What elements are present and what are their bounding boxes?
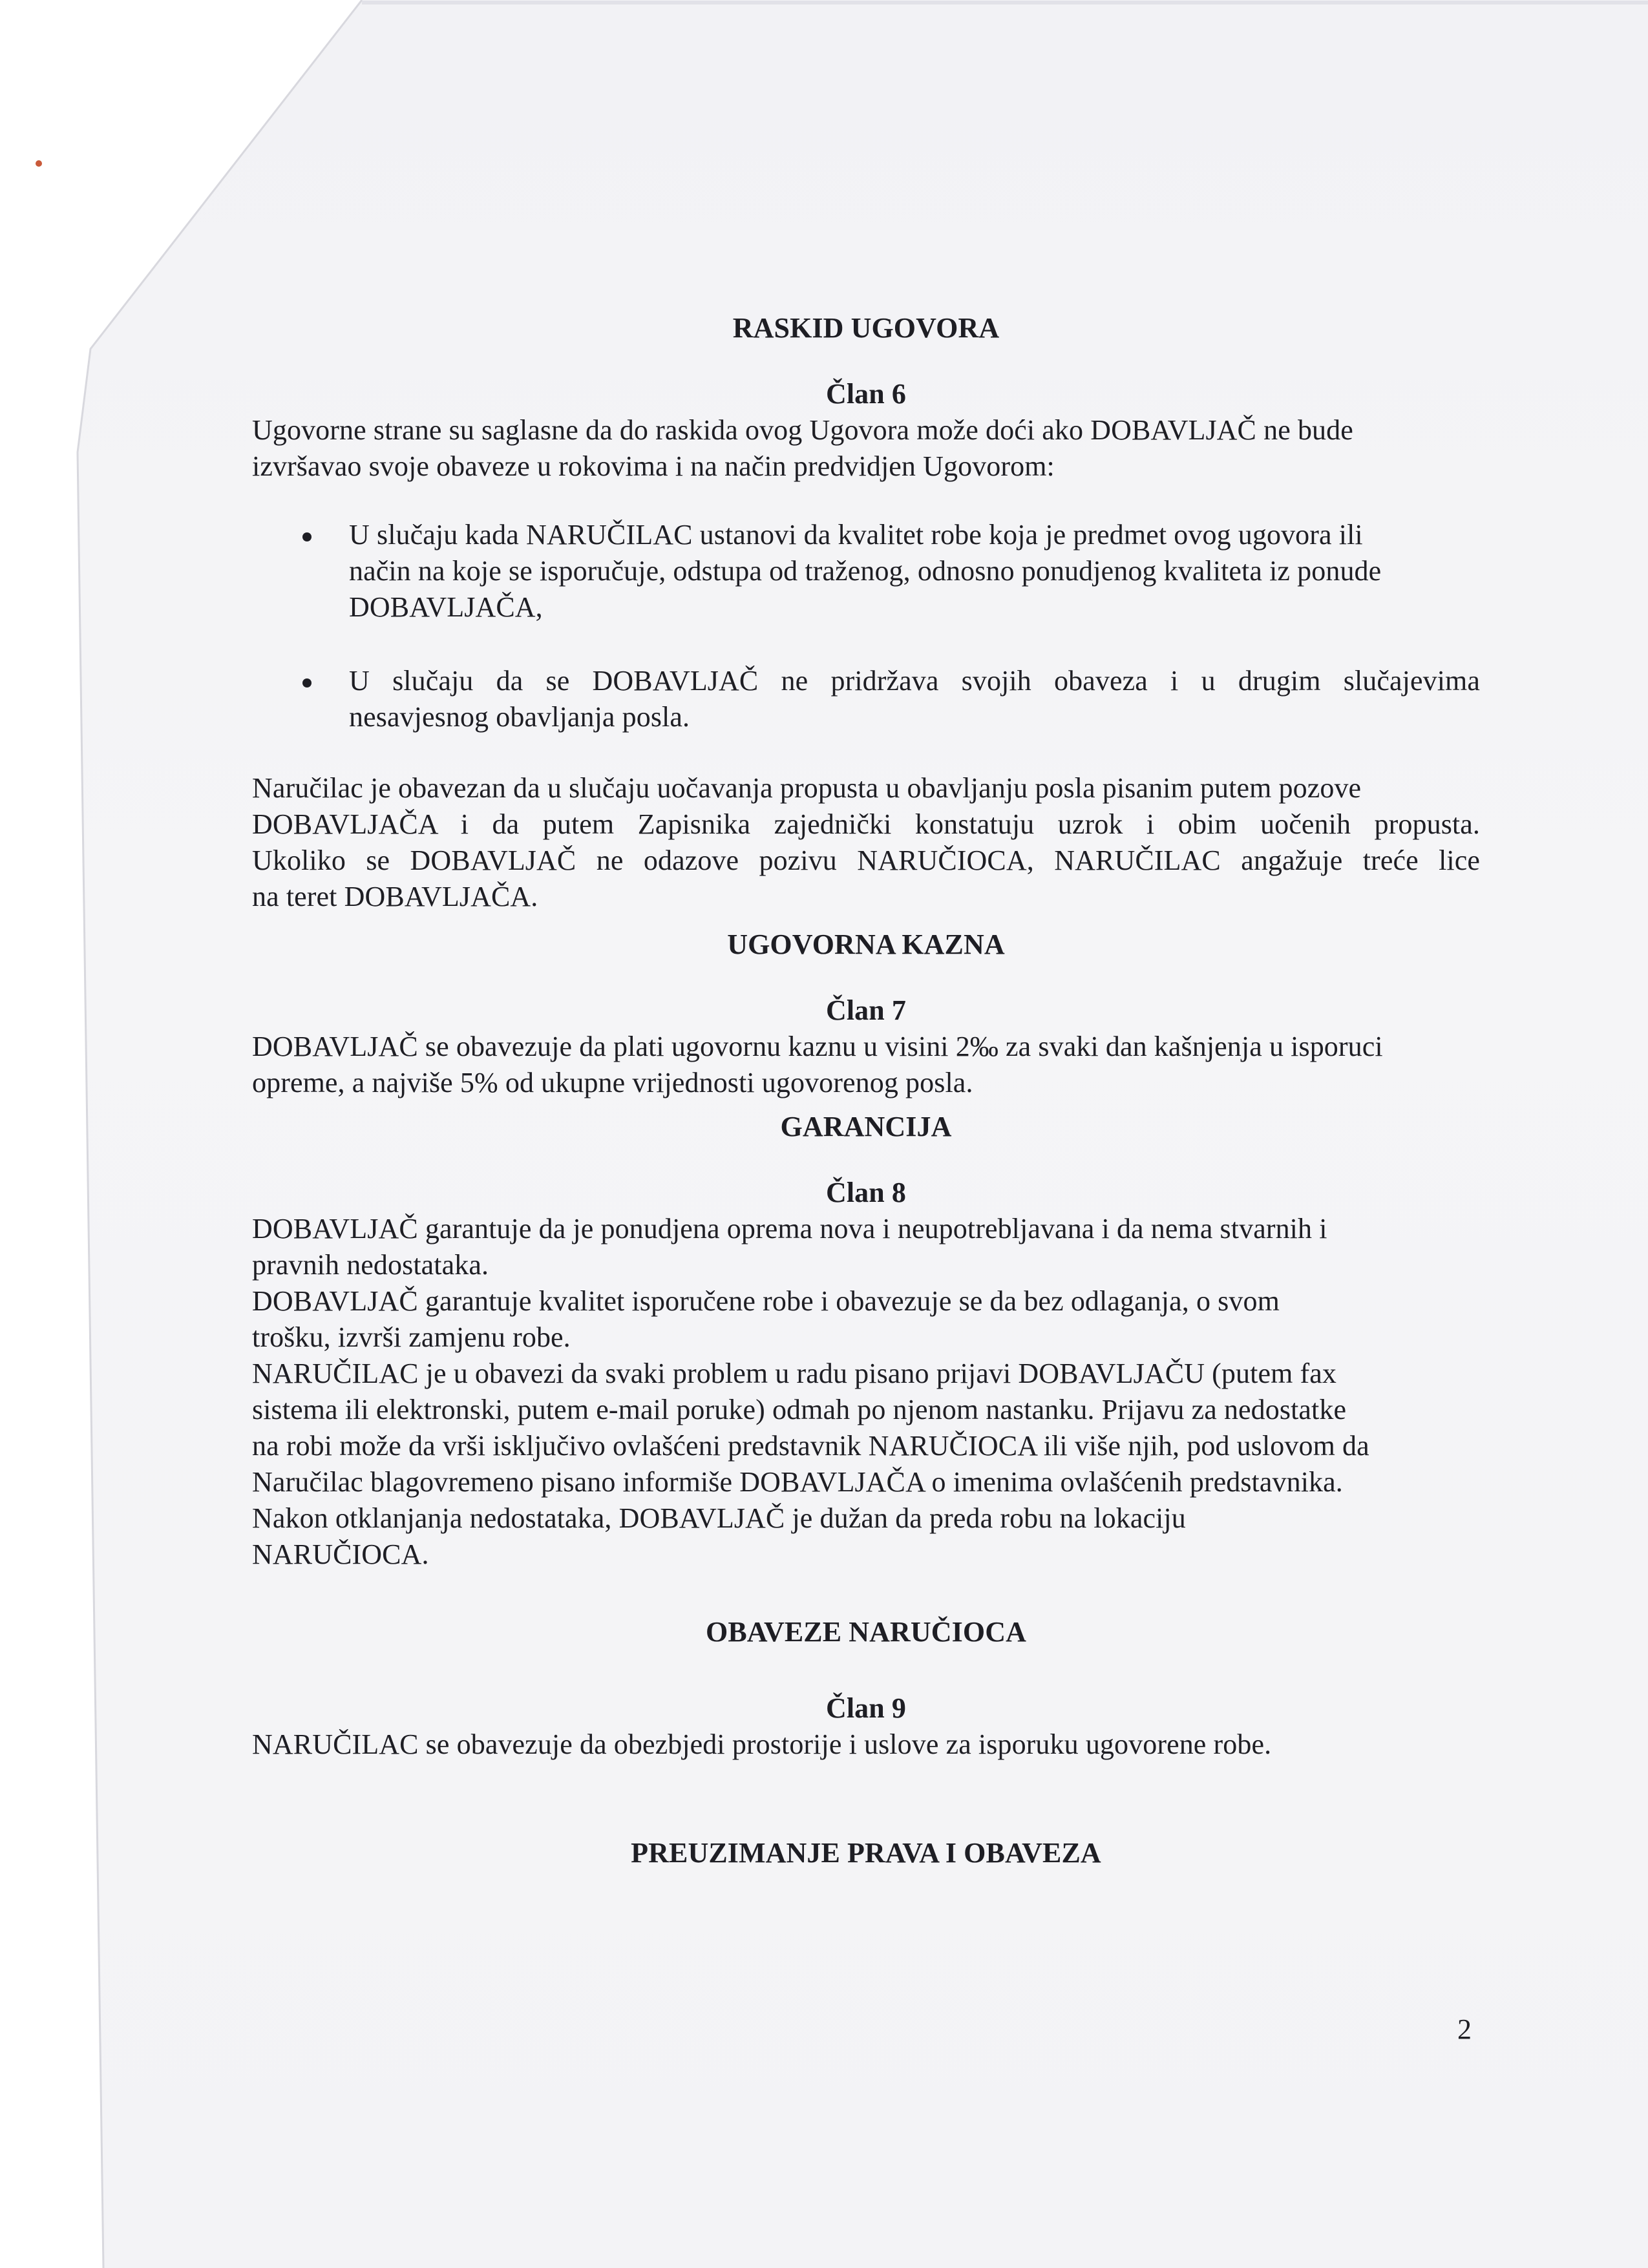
article-8-text (252, 1211, 1480, 1573)
bullet-icon (302, 678, 312, 688)
article-9-text (252, 1727, 1480, 1763)
article-8-title: Član 8 (825, 1177, 907, 1208)
text-line: U slučaju da se DOBAVLJAČ ne pridržava svojih obaveza i u drugim slučajevima (349, 665, 1480, 697)
bullet-icon (302, 532, 312, 541)
text-line: nesavjesnog obavljanja posla. (349, 701, 690, 733)
text-line: način na koje se isporučuje, odstupa od traženog, odnosno ponudjenog kvaliteta iz ponude (349, 555, 1382, 587)
text-line: DOBAVLJAČ garantuje da je ponudjena oprema nova i neupotrebljavana i da nema stvarnih i (252, 1213, 1327, 1244)
section-heading-garancija: GARANCIJA (780, 1111, 952, 1142)
article-6-closing (252, 770, 1480, 915)
article-7-title: Član 7 (825, 994, 907, 1026)
text-line: opreme, a najviše 5% od ukupne vrijednosti ugovorenog posla. (252, 1067, 973, 1098)
text-line: Ugovorne strane su saglasne da do raskida ovog Ugovora može doći ako DOBAVLJAČ ne bude (252, 414, 1353, 446)
list-item (252, 517, 1480, 625)
section-heading-obaveze: OBAVEZE NARUČIOCA (706, 1616, 1026, 1648)
text-line: DOBAVLJAČ se obavezuje da plati ugovornu kaznu u visini 2‰ za svaki dan kašnjenja u isporuci (252, 1031, 1383, 1062)
text-line: NARUČIOCA. (252, 1538, 429, 1570)
text-line: pravnih nedostataka. (252, 1249, 489, 1281)
section-heading-preuzimanje: PREUZIMANJE PRAVA I OBAVEZA (631, 1837, 1101, 1869)
text-line: na teret DOBAVLJAČA. (252, 881, 538, 912)
article-7-text (252, 1029, 1480, 1101)
text-line: izvršavao svoje obaveze u rokovima i na način predvidjen Ugovorom: (252, 450, 1055, 482)
contract-page-content (252, 310, 1480, 1871)
article-6-intro (252, 412, 1480, 485)
text-line: NARUČILAC je u obavezi da svaki problem u radu pisano prijavi DOBAVLJAČU (putem fax (252, 1358, 1336, 1389)
text-line: U slučaju kada NARUČILAC ustanovi da kvalitet robe koja je predmet ovog ugovora ili (349, 519, 1363, 551)
section-heading-raskid: RASKID UGOVORA (732, 312, 1000, 344)
text-line: Nakon otklanjanja nedostataka, DOBAVLJAČ je dužan da preda robu na lokaciju (252, 1502, 1186, 1534)
termination-conditions-list (252, 517, 1480, 735)
text-line: DOBAVLJAČA, (349, 591, 543, 623)
page-number: 2 (1457, 2013, 1472, 2045)
text-line: DOBAVLJAČ garantuje kvalitet isporučene robe i obavezuje se da bez odlaganja, o svom (252, 1285, 1280, 1317)
text-line: Naručilac blagovremeno pisano informiše DOBAVLJAČA o imenima ovlašćenih predstavnika. (252, 1466, 1343, 1498)
text-line: na robi može da vrši isključivo ovlašćeni predstavnik NARUČIOCA ili više njih, pod uslovom da (252, 1430, 1369, 1462)
article-9-title: Član 9 (825, 1692, 907, 1724)
text-line: Ukoliko se DOBAVLJAČ ne odazove pozivu NARUČIOCA, NARUČILAC angažuje treće lice (252, 845, 1480, 876)
text-line: Naručilac je obavezan da u slučaju uočavanja propusta u obavljanju posla pisanim putem pozove (252, 772, 1362, 804)
article-6-title: Član 6 (825, 378, 907, 410)
text-line: DOBAVLJAČA i da putem Zapisnika zajednički konstatuju uzrok i obim uočenih propusta. (252, 808, 1480, 840)
text-line: trošku, izvrši zamjenu robe. (252, 1321, 571, 1353)
scan-speck (36, 160, 42, 167)
list-item (252, 663, 1480, 735)
text-line: sistema ili elektronski, putem e-mail poruke) odmah po njenom nastanku. Prijavu za nedostatke (252, 1394, 1347, 1425)
text-line: NARUČILAC se obavezuje da obezbjedi prostorije i uslove za isporuku ugovorene robe. (252, 1728, 1272, 1760)
section-heading-kazna: UGOVORNA KAZNA (727, 929, 1005, 960)
